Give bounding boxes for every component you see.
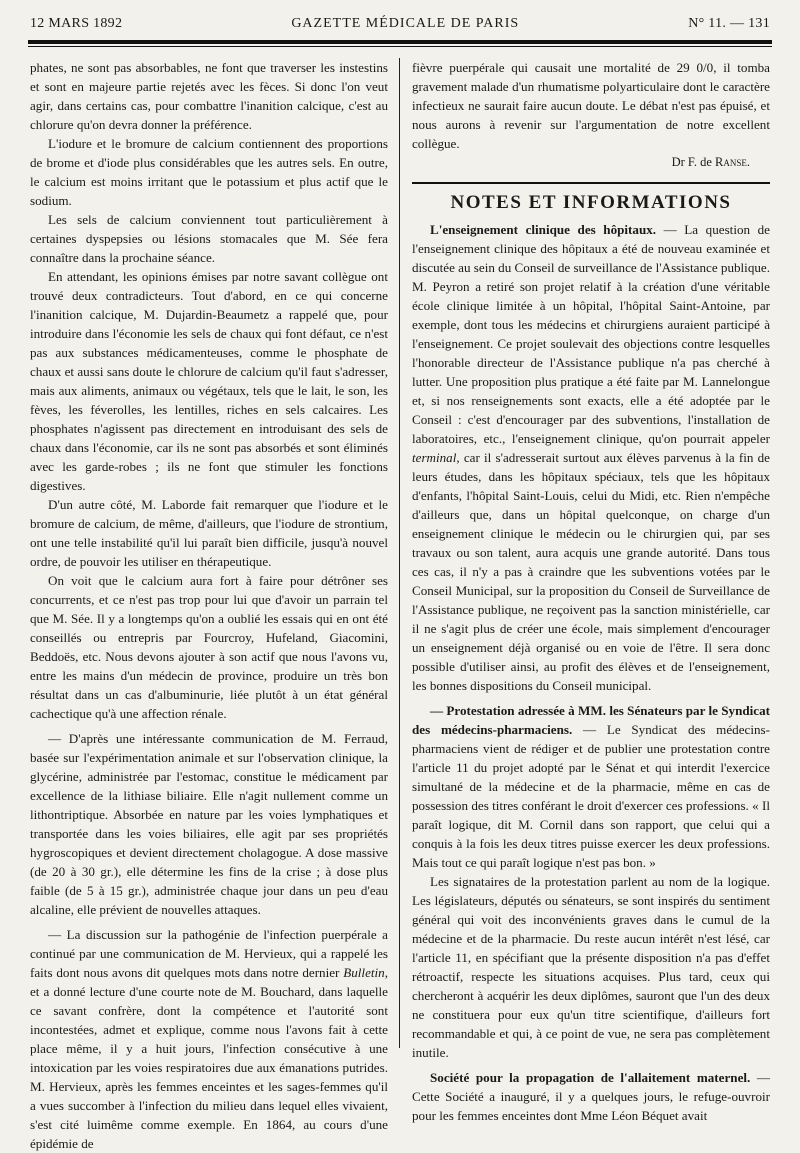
left-paragraph-1: phates, ne sont pas absorbables, ne font que traverser les instestins et sont en majeure partie rejetés avec les fèces. Si donc l'on veut agir, dans certains cas, pour combattre l'inanition calcique, c'est au chlorure qu'on devra donner la préférence. — [30, 60, 388, 132]
note-3-lead: Société pour la propagation de l'allaitement maternel. — [430, 1070, 751, 1085]
note-2-lead: — Protestation adressée à MM. les Sénateurs par le Syndicat des médecins-pharmaciens. — [412, 703, 770, 737]
column-divider — [399, 58, 400, 1048]
signature-name: Ranse. — [715, 155, 750, 169]
left-paragraph-8-em: Bulletin — [343, 965, 385, 980]
header-rule-thin — [28, 46, 772, 47]
section-separator — [412, 182, 770, 184]
note-1-body-a: — La question de l'enseignement clinique des hôpitaux a été de nouveau examinée et discutée au sein du Conseil de surveillance de l'Assistance publique. M. Peyron a retiré son projet relatif à la création d'une véritable école clinique limitée à un hôpital, l'hôpital Saint-Antoine, par exemple, dont tous les médecins et chirurgiens auraient participé à l'enseignement. Ce projet soulevait des objections contre lesquelles l'honorable directeur de l'Assistance publique n'a pas cherché à lutter. Une proposition plus pratique a été faite par M. Lannelongue et, si nos renseignements sont exacts, elle a été adoptée par le Conseil : c'est d'encourager par des subventions, l'installation de laboratoires, etc., l'enseignement clinique, qu'on pourrait appeler — [412, 222, 770, 446]
left-paragraph-7: — D'après une intéressante communication de M. Ferraud, basée sur l'expérimentation animale et sur l'observation clinique, la glycérine, administrée par l'estomac, constitue le médicament par excellence de la lithiase biliaire. Elle n'agit nullement comme un lithontriptique. Absorbée en nature par les voies lymphatiques et transportée dans les voies biliaires, elle agit par ses propriétés hygroscopiques et devient directement cholagogue. A dose massive (de 20 à 30 gr.), elle détermine les fins de la crise ; à dose plus faible (de 5 à 15 gr.), administrée chaque jour dans un peu d'eau alcaline, elle prévient de nouvelles attaques. — [30, 731, 388, 917]
note-1 — [412, 220, 770, 695]
header-issue: N° 11. — 131 — [688, 16, 770, 31]
signature — [412, 153, 770, 172]
note-1-em: terminal — [412, 450, 457, 465]
left-paragraph-8-a: — La discussion sur la pathogénie de l'infection puerpérale a continué par une communication de M. Hervieux, qui a rappelé les faits dont nous avons dit quelques mots dans notre dernier — [30, 927, 388, 980]
note-2 — [412, 701, 770, 872]
right-column — [412, 58, 770, 1123]
note-3 — [412, 1068, 770, 1125]
section-title: NOTES ET INFORMATIONS — [450, 192, 732, 213]
signature-prefix: Dr F. de — [671, 155, 716, 169]
note-3-body: — Cette Société a inauguré, il y a quelques jours, le refuge-ouvroir pour les femmes enceintes dont Mme Léon Béquet avait — [412, 1070, 770, 1123]
page-header — [30, 12, 770, 36]
left-paragraph-3: Les sels de calcium conviennent tout particulièrement à certaines dyspepsies ou lésions stomacales que M. Sée fera connaître dans la prochaine séance. — [30, 212, 388, 265]
header-rule-thick — [28, 40, 772, 44]
note-2-paragraph-2: Les signataires de la protestation parlent au nom de la logique. Les législateurs, députés ou sénateurs, se sont inspirés du sentiment général qui voit des inconvénients graves dans le cumul de la médecine et de la pharmacie. Du reste aucun intérêt n'est lésé, car l'article 11, en spécifiant que la présente disposition n'a pas d'effet rétroactif, respecte les situations acquises. Plus tard, ceux qui chercheront à acquérir les deux diplômes, sauront que l'un des deux ne constituera pour eux qu'un titre scientifique, d'ailleurs fort recommandable et qui, à ce point de vue, ne sera pas complètement inutile. — [412, 874, 770, 1060]
left-paragraph-5: D'un autre côté, M. Laborde fait remarquer que l'iodure et le bromure de calcium, de même, d'ailleurs, que l'iodure de strontium, ont une telle instabilité qu'il lui paraît bien difficile, jusqu'à nouvel ordre, de pouvoir les utiliser en thérapeutique. — [30, 497, 388, 569]
note-2-body: — Le Syndicat des médecins-pharmaciens vient de rédiger et de publier une protestation contre l'article 11 du projet adopté par le Sénat et qui interdit l'exercice simultané de la médecine et de la pharmacie, même en cas de possession des titres conférant le droit d'exercer ces professions. « Il paraît logique, dit M. Cornil dans son rapport, que celui qui a conquis à la fois les deux titres puisse exercer les deux professions. Mais tout ce qui paraît logique n'est pas bon. » — [412, 722, 770, 870]
left-column — [30, 58, 388, 1151]
note-1-body-b: , car il s'adresserait surtout aux élèves parvenus à la fin de leurs études, dans les hôpitaux spéciaux, tels que les hôpitaux d'enfants, l'hôpital Saint-Louis, celui du Midi, etc. Rien n'empêche d'ailleurs que, dans un hôpital quelconque, on charge d'un enseignement clinique le médecin ou le chirurgien qui, par ses travaux ou son talent, aura acquis une grande autorité. Dans tous ces cas, il n'y a pas à craindre que les subventions votées par le Conseil Municipal, sur la proposition du Conseil de Surveillance de l'Assistance publique, ne reçoivent pas la sanction ministérielle, car il ne s'agit plus de créer une école, mais simplement d'encourager un enseignement déjà organisé ou en voie de l'être. Il sera donc possible d'utiliser ainsi, au profit des élèves et de l'enseignement, les bonnes dispositions du Conseil municipal. — [412, 450, 770, 693]
left-paragraph-2: L'iodure et le bromure de calcium contiennent des proportions de brome et d'iode plus considérables que les autres sels. En outre, le calcium est moins irritant que le potassium et plus actif que le sodium. — [30, 136, 388, 208]
note-1-lead: L'enseignement clinique des hôpitaux. — [430, 222, 657, 237]
left-paragraph-6: On voit que le calcium aura fort à faire pour détrôner ses concurrents, et ce n'est pas trop pour lui que d'avoir un parrain tel que M. Sée. Il y a longtemps qu'on a oublié les essais qui en ont été conseillés ou entrepris par Fourcroy, Hufeland, Giacomini, Beddoës, etc. Nous devons ajouter à son actif que nous l'avons vu, entre les mains d'un médecin de province, produire un très bon résultat dans un cas d'albuminurie, liée plutôt à un état général cachectique qu'à une affection rénale. — [30, 573, 388, 721]
left-paragraph-8-b: , et a donné lecture d'une courte note de M. Bouchard, dans laquelle ce savant confrère, dont la compétence et l'autorité sont incontestées, admet et explique, comme nous l'avons fait à cette place même, il y a huit jours, l'infection consécutive à une intoxication par les voies respiratoires due aux émanations putrides. M. Hervieux, après les femmes enceintes et les sages-femmes qu'il a vues succomber à l'infection du milieu dans lequel elles vivaient, s'est cité luimême comme exemple. En 1864, au cours d'une épidémie de — [30, 965, 388, 1151]
header-title: GAZETTE MÉDICALE DE PARIS — [291, 16, 520, 31]
left-paragraph-8 — [30, 925, 388, 1153]
left-paragraph-4: En attendant, les opinions émises par notre savant collègue ont trouvé deux contradicteurs. Tout d'abord, en ce qui concerne l'inanition calcique, M. Dujardin-Beaumetz a rappelé que, pour introduire dans l'économie les sels de chaux qui font défaut, ce n'est pas aux substances médicamenteuses, comme le phosphate de chaux et aussi sans doute le chlorure de calcium qu'il faut s'adresser, mais aux aliments, animaux ou végétaux, tels que le lait, le son, les fèves, les féverolles, les lentilles, riches en sels calcaires. Les phosphates n'agissent pas directement en introduisant des sels de chaux dans l'économie, car ils ne sont pas absorbés et sont éliminés avec les garde-robes ; ils ne font que stimuler les fonctions digestives. — [30, 269, 388, 493]
right-paragraph-1: fièvre puerpérale qui causait une mortalité de 29 0/0, il tomba gravement malade d'un rhumatisme polyarticulaire dont le caractère infectieux ne saurait faire aucun doute. Le débat n'est pas épuisé, et nous aurons à revenir sur l'argumentation de notre excellent collègue. — [412, 60, 770, 151]
header-date: 12 MARS 1892 — [30, 16, 123, 31]
